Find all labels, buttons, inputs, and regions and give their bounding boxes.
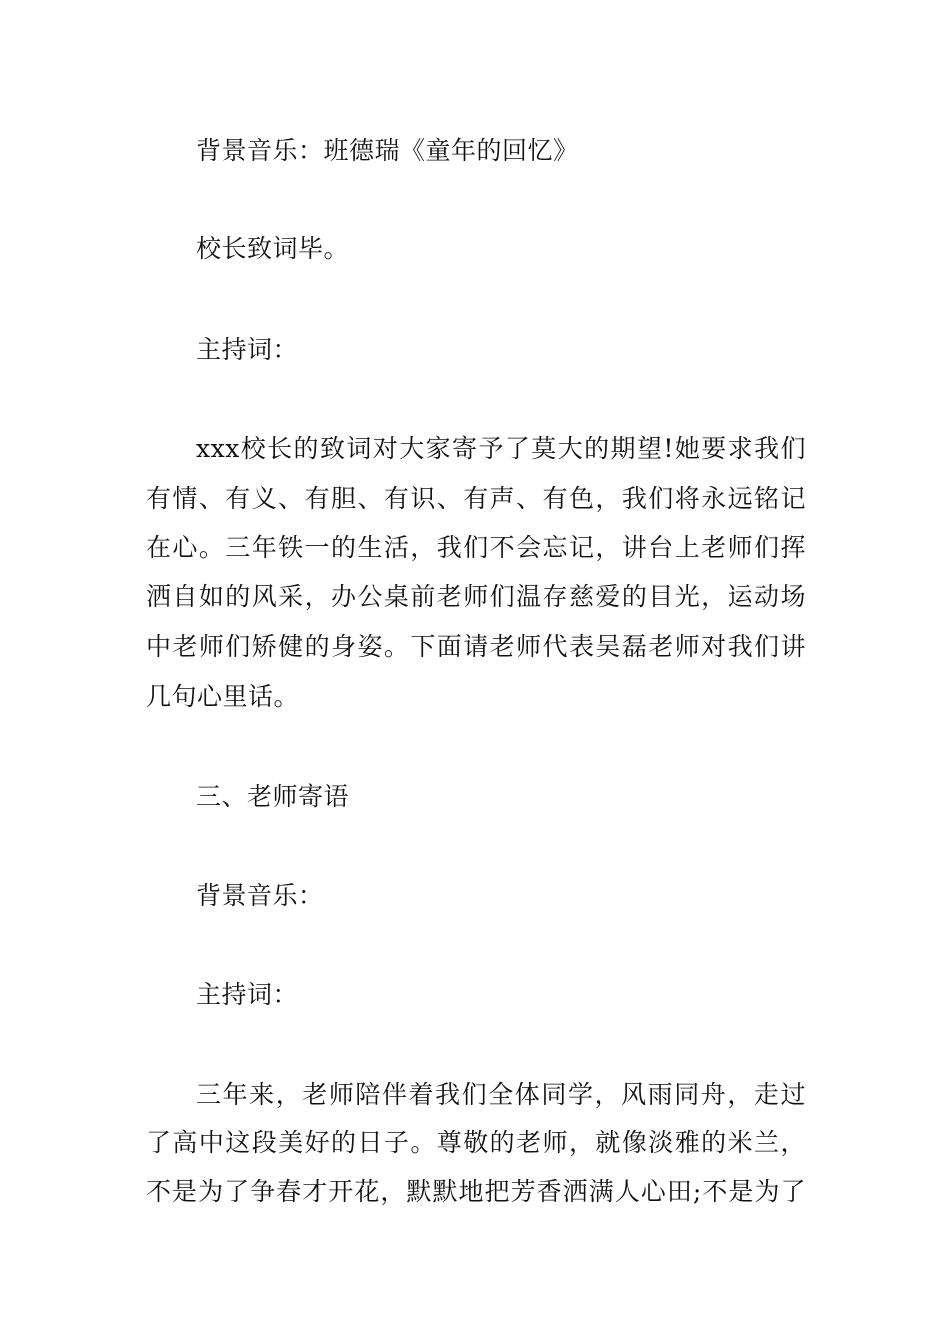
paragraph-line: 在心。三年铁一的生活，我们不会忘记，讲台上老师们挥 [146, 533, 806, 562]
background-music-line: 背景音乐： [196, 881, 324, 910]
host-words-label: 主持词： [196, 335, 299, 364]
paragraph-line: 三年来，老师陪伴着我们全体同学，风雨同舟，走过 [196, 1080, 806, 1109]
paragraph-line: 几句心里话。 [146, 682, 300, 711]
background-music-line: 背景音乐：班德瑞《童年的回忆》 [196, 136, 579, 165]
principal-speech-end-line: 校长致词毕。 [196, 234, 350, 263]
paragraph-line: 不是为了争春才开花，默默地把芳香洒满人心田;不是为了 [146, 1177, 806, 1206]
paragraph-line: 有情、有义、有胆、有识、有声、有色，我们将永远铭记 [146, 484, 806, 513]
paragraph-line: xxx校长的致词对大家寄予了莫大的期望!她要求我们 [196, 434, 806, 463]
host-words-label: 主持词： [196, 980, 299, 1009]
paragraph-line: 洒自如的风采，办公桌前老师们温存慈爱的目光，运动场 [146, 582, 806, 611]
paragraph-line: 中老师们矫健的身姿。下面请老师代表吴磊老师对我们讲 [146, 632, 806, 661]
paragraph-line: 了高中这段美好的日子。尊敬的老师，就像淡雅的米兰， [146, 1128, 806, 1157]
section-heading: 三、老师寄语 [196, 782, 350, 811]
